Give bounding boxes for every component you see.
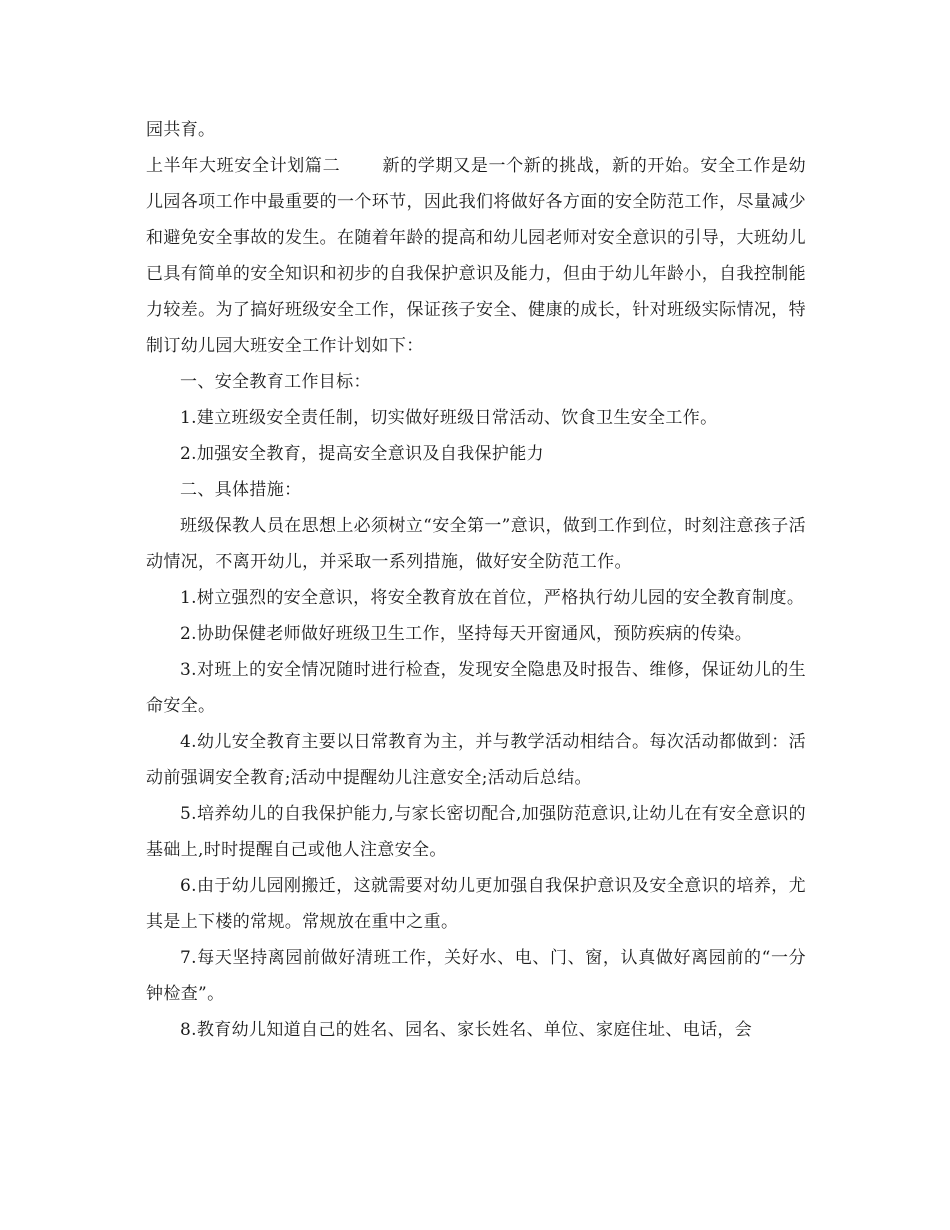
- measure-item-4: 4.幼儿安全教育主要以日常教育为主，并与教学活动相结合。每次活动都做到：活动前强调安全教育;活动中提醒幼儿注意安全;活动后总结。: [146, 732, 806, 788]
- measure-item-8: 8.教育幼儿知道自己的姓名、园名、家长姓名、单位、家庭住址、电话，会: [180, 1020, 753, 1040]
- intro-text: 新的学期又是一个新的挑战，新的开始。安全工作是幼儿园各项工作中最重要的一个环节，因此我们将做好各方面的安全防范工作，尽量减少和避免安全事故的发生。在随着年龄的提高和幼儿园老师对安全意识的引导，大班幼儿已具有简单的安全知识和初步的自我保护意识及能力，但由于幼儿年龄小，自我控制能力较差。为了搞好班级安全工作，保证孩子安全、健康的成长，针对班级实际情况，特制订幼儿园大班安全工作计划如下：: [146, 156, 806, 356]
- measure-item-3: 3.对班上的安全情况随时进行检查，发现安全隐患及时报告、维修，保证幼儿的生命安全。: [146, 660, 806, 716]
- section-title: 上半年大班安全计划篇二: [146, 156, 341, 176]
- measure-item-5: 5.培养幼儿的自我保护能力,与家长密切配合,加强防范意识,让幼儿在有安全意识的基础上,时时提醒自己或他人注意安全。: [146, 804, 806, 860]
- goal-item-1: 1.建立班级安全责任制，切实做好班级日常活动、饮食卫生安全工作。: [180, 408, 718, 428]
- paragraph-continuation: 园共育。: [146, 120, 216, 140]
- heading-measures: 二、具体措施：: [180, 480, 302, 500]
- measures-intro: 班级保教人员在思想上必须树立“安全第一”意识，做到工作到位，时刻注意孩子活动情况，不离开幼儿，并采取一系列措施，做好安全防范工作。: [146, 516, 806, 572]
- heading-goals: 一、安全教育工作目标：: [180, 372, 371, 392]
- measure-item-7: 7.每天坚持离园前做好清班工作，关好水、电、门、窗，认真做好离园前的“一分钟检查”。: [146, 948, 806, 1004]
- intro-paragraph: [146, 148, 806, 364]
- measure-item-2: 2.协助保健老师做好班级卫生工作，坚持每天开窗通风，预防疾病的传染。: [180, 624, 753, 644]
- measure-item-6: 6.由于幼儿园刚搬迁，这就需要对幼儿更加强自我保护意识及安全意识的培养，尤其是上下楼的常规。常规放在重中之重。: [146, 876, 806, 932]
- document-body: [146, 112, 806, 1048]
- measure-item-1: 1.树立强烈的安全意识，将安全教育放在首位，严格执行幼儿园的安全教育制度。: [180, 588, 805, 608]
- goal-item-2: 2.加强安全教育，提高安全意识及自我保护能力: [180, 444, 544, 464]
